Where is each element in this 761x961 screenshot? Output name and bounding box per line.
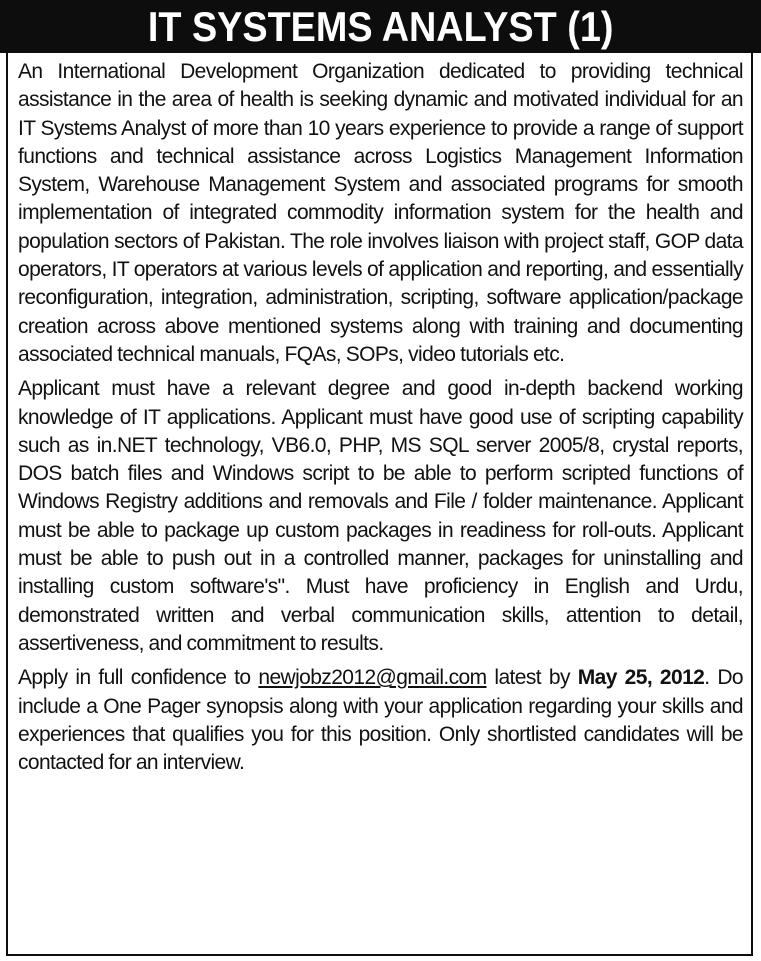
apply-middle: latest by [486, 666, 578, 690]
deadline-date: May 25, 2012 [577, 666, 705, 690]
ad-body [18, 58, 743, 783]
requirements-paragraph: Applicant must have a relevant degree and good in-depth backend working knowledge of IT applications. Applicant must have good use of scripting capability such as in.NET technology, VB6.0, PHP, MS SQL server 2005/8, crystal reports, DOS batch files and Windows script to be able to perform scripted functions of Windows Registry additions and removals and File / folder maintenance. Applicant must be able to package up custom packages in readiness for roll-outs. Applicant must be able to push out in a controlled manner, packages for uninstalling and installing custom software's". Must have proficiency in English and Urdu, demonstrated written and verbal communication skills, attention to detail, assertiveness, and commitment to results. [18, 377, 743, 655]
email-link[interactable]: newjobz2012@gmail.com [258, 666, 487, 690]
intro-paragraph: An International Development Organization dedicated to providing technical assistance in the area of health is seeking dynamic and motivated individual for an IT Systems Analyst of more than 10 years experience to provide a range of support functions and technical assistance across Logistics Management Information System, Warehouse Management System and associated programs for smooth implementation of integrated commodity information system for the health and population sectors of Pakistan. The role involves liaison with project staff, GOP data operators, IT operators at various levels of application and reporting, and essentially reconfiguration, integration, administration, scripting, software application/package creation across above mentioned systems along with training and documenting associated technical manuals, FQAs, SOPs, video tutorials etc. [18, 60, 743, 366]
apply-suffix: . Do include a One Pager synopsis along with your application regarding your skills and experiences that qualifies you for this position. Only shortlisted candidates will be contacted for an interview. [18, 666, 743, 775]
job-title: IT SYSTEMS ANALYST (1) [147, 2, 614, 50]
title-banner [0, 0, 761, 53]
apply-paragraph [18, 664, 743, 777]
apply-prefix: Apply in full confidence to [18, 666, 259, 690]
